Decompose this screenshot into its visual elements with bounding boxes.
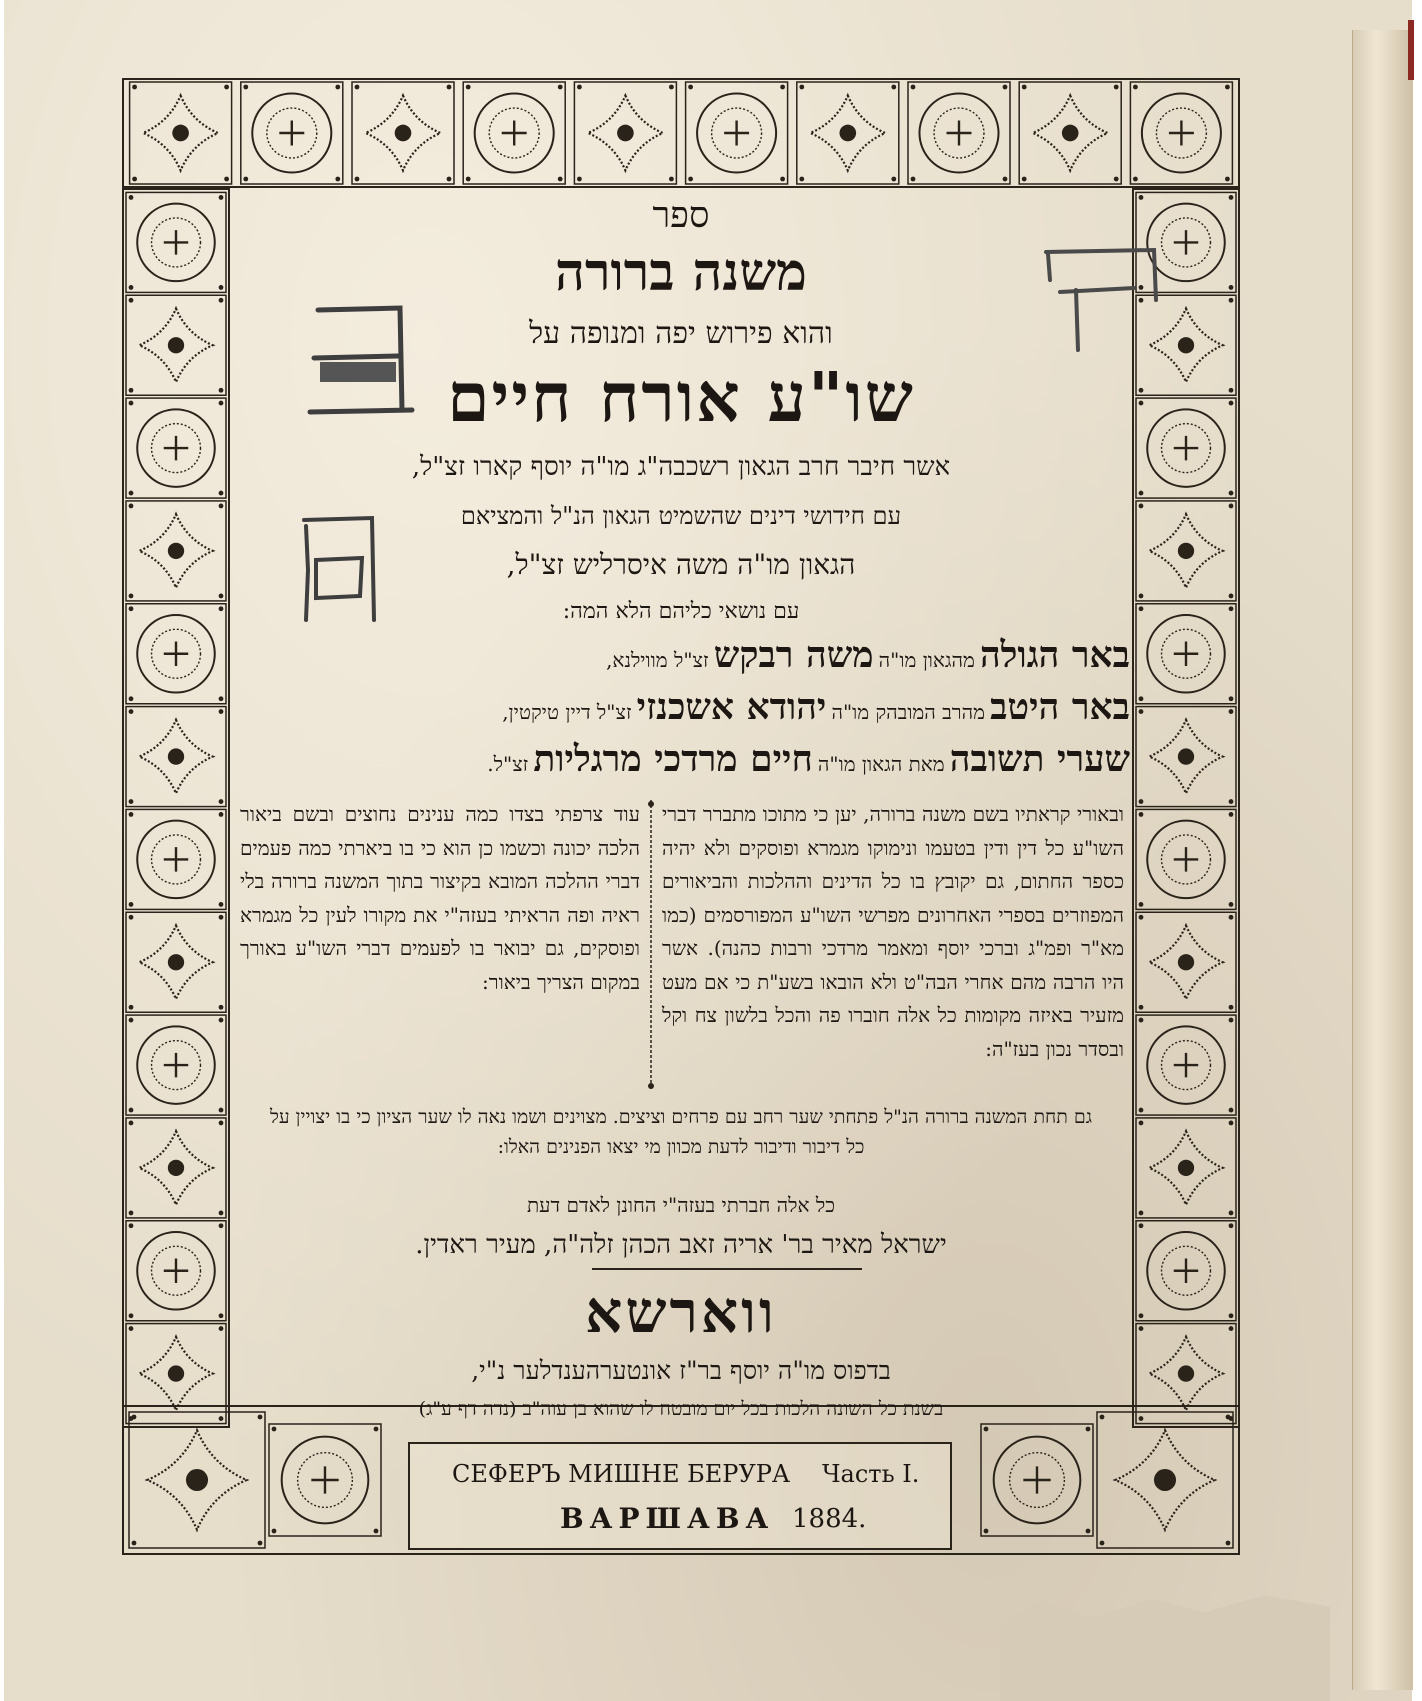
- commentary-author: יהודא אשכנזי: [636, 686, 827, 728]
- sefer-label: ספר: [652, 195, 710, 236]
- mishnah-berurah-description: ובאורי קראתיו בשם משנה ברורה, יען כי מתוכו מתברר דברי השו"ע כל דין ודין בטעמו ונימוקו מגמרא ופוסקים ולא יהיה כספר החתום, גם יקובץ בו כל הדינים וההלכות והביאורים המפוזרים בספרי האחרונים מפרשי השו"ע המפורסמים (כמו מא"ר ופמ"ג וברכי יוסף ומאמר מרדכי ורבות כהנה). אשר היו הרבה מהם אחרי הבה"ט ולא הובאו בשע"ת כי אם מעט מזעיר באיזה מקומות כל אלה חוברו פה והכל בלשון צח וקל ובסדר נכון בעז"ה:: [662, 802, 1124, 1061]
- commentary-author: משה רבקש: [713, 634, 874, 676]
- commentary-name: באר הגולה: [979, 634, 1130, 676]
- author-signature-line: ישראל מאיר בר' אריה זאב הכהן זלה"ה, מעיר ראדין.: [415, 1230, 947, 1260]
- commentary-suffix: זצ"ל.: [487, 752, 529, 776]
- author-line: אשר חיבר חרב הגאון רשכבה"ג מו"ה יוסף קארו זצ"ל,: [411, 452, 951, 482]
- isserles-line: הגאון מו"ה משה איסרליש זצ"ל,: [506, 548, 856, 581]
- column-divider-ornament: [646, 800, 656, 1090]
- pencil-mark-bet: [300, 300, 420, 425]
- printer-line: בדפוס מו"ה יוסף בר"ז אונטערהענדלער נ"י,: [471, 1356, 891, 1385]
- book-spine-red-binding: [1408, 20, 1414, 80]
- pencil-mark-right: [1036, 240, 1166, 370]
- commentary-name: שערי תשובה: [949, 738, 1130, 780]
- commentary-honorific: מהגאון מו"ה: [878, 648, 975, 672]
- commentary-shaarei-teshuvah: [232, 738, 1130, 780]
- shaar-hatziyun-line-1: גם תחת המשנה ברורה הנ"ל פתחתי שער רחב עם פרחים וציצים. מצוינים ושמו נאה לו שער הציון כי בו יצויין על: [269, 1106, 1093, 1128]
- book-title: משנה ברורה: [555, 242, 807, 303]
- shaar-hatziyun-line-2: כל דיבור ודיבור לדעת מכוון מי יצאו הפנינים האלו:: [497, 1136, 865, 1158]
- russian-title: СЕФЕРЪ МИШНЕ БЕРУРА: [452, 1460, 791, 1488]
- separator-rule: [592, 1268, 862, 1270]
- chidushei-line: עם חידושי דינים שהשמיט הגאון הנ"ל והמציאם: [460, 502, 902, 530]
- commentary-suffix: זצ"ל דיין טיקטין,: [502, 700, 632, 724]
- commentary-suffix: זצ"ל מווילנא,: [606, 648, 709, 672]
- pencil-mark-he: [296, 510, 380, 630]
- book-subtitle: והוא פירוש יפה ומנופה על: [529, 316, 833, 351]
- commentary-author: חיים מרדכי מרגליות: [533, 738, 813, 780]
- commentary-beer-heitev: [232, 686, 1130, 728]
- russian-label-box: [408, 1442, 952, 1550]
- russian-part: Часть I.: [822, 1460, 920, 1488]
- print-city: ווארשא: [585, 1278, 777, 1346]
- commentary-honorific: מהרב המובהק מו"ה: [831, 700, 985, 724]
- dedication-line: כל אלה חברתי בעזה"י החונן לאדם דעת: [526, 1193, 835, 1217]
- torn-corner: [1000, 1590, 1330, 1701]
- russian-year: 1884.: [792, 1504, 867, 1534]
- ornament-frame-left: [122, 188, 230, 1428]
- carriers-line: עם נושאי כליהם הלא המה:: [562, 599, 800, 624]
- ornament-frame-right: [1132, 188, 1240, 1428]
- commentary-honorific: מאת הגאון מו"ה: [817, 752, 945, 776]
- biur-halacha-description: עוד צרפתי בצדו כמה ענינים נחוצים ובשם ביאור הלכה יכונה וכשמו כן הוא כי בו ביארתי כמה פעמים דברי ההלכה המובא בקיצור בתוך המשנה ברורה בלי ראיה ופה הראיתי בעזה"י את מקורו לעין כל מגמרא ופוסקים, גם יבואר בו לפעמים דברי השו"ע באורך במקום הצריך ביאור:: [240, 802, 640, 994]
- ornament-frame-top: [122, 78, 1240, 188]
- book-spine-edge: [1352, 30, 1413, 1690]
- year-chronogram-line: בשנת כל השונה הלכות בכל יום מובטח לו שהוא בן עוה"ב (נדה דף ע"ג): [418, 1398, 944, 1420]
- main-work-title: שו"ע אורח חיים: [447, 358, 915, 438]
- russian-city: ВАРШАВА: [560, 1502, 775, 1535]
- commentary-name: באר היטב: [990, 686, 1130, 728]
- commentary-beer-hagolah: [232, 634, 1130, 676]
